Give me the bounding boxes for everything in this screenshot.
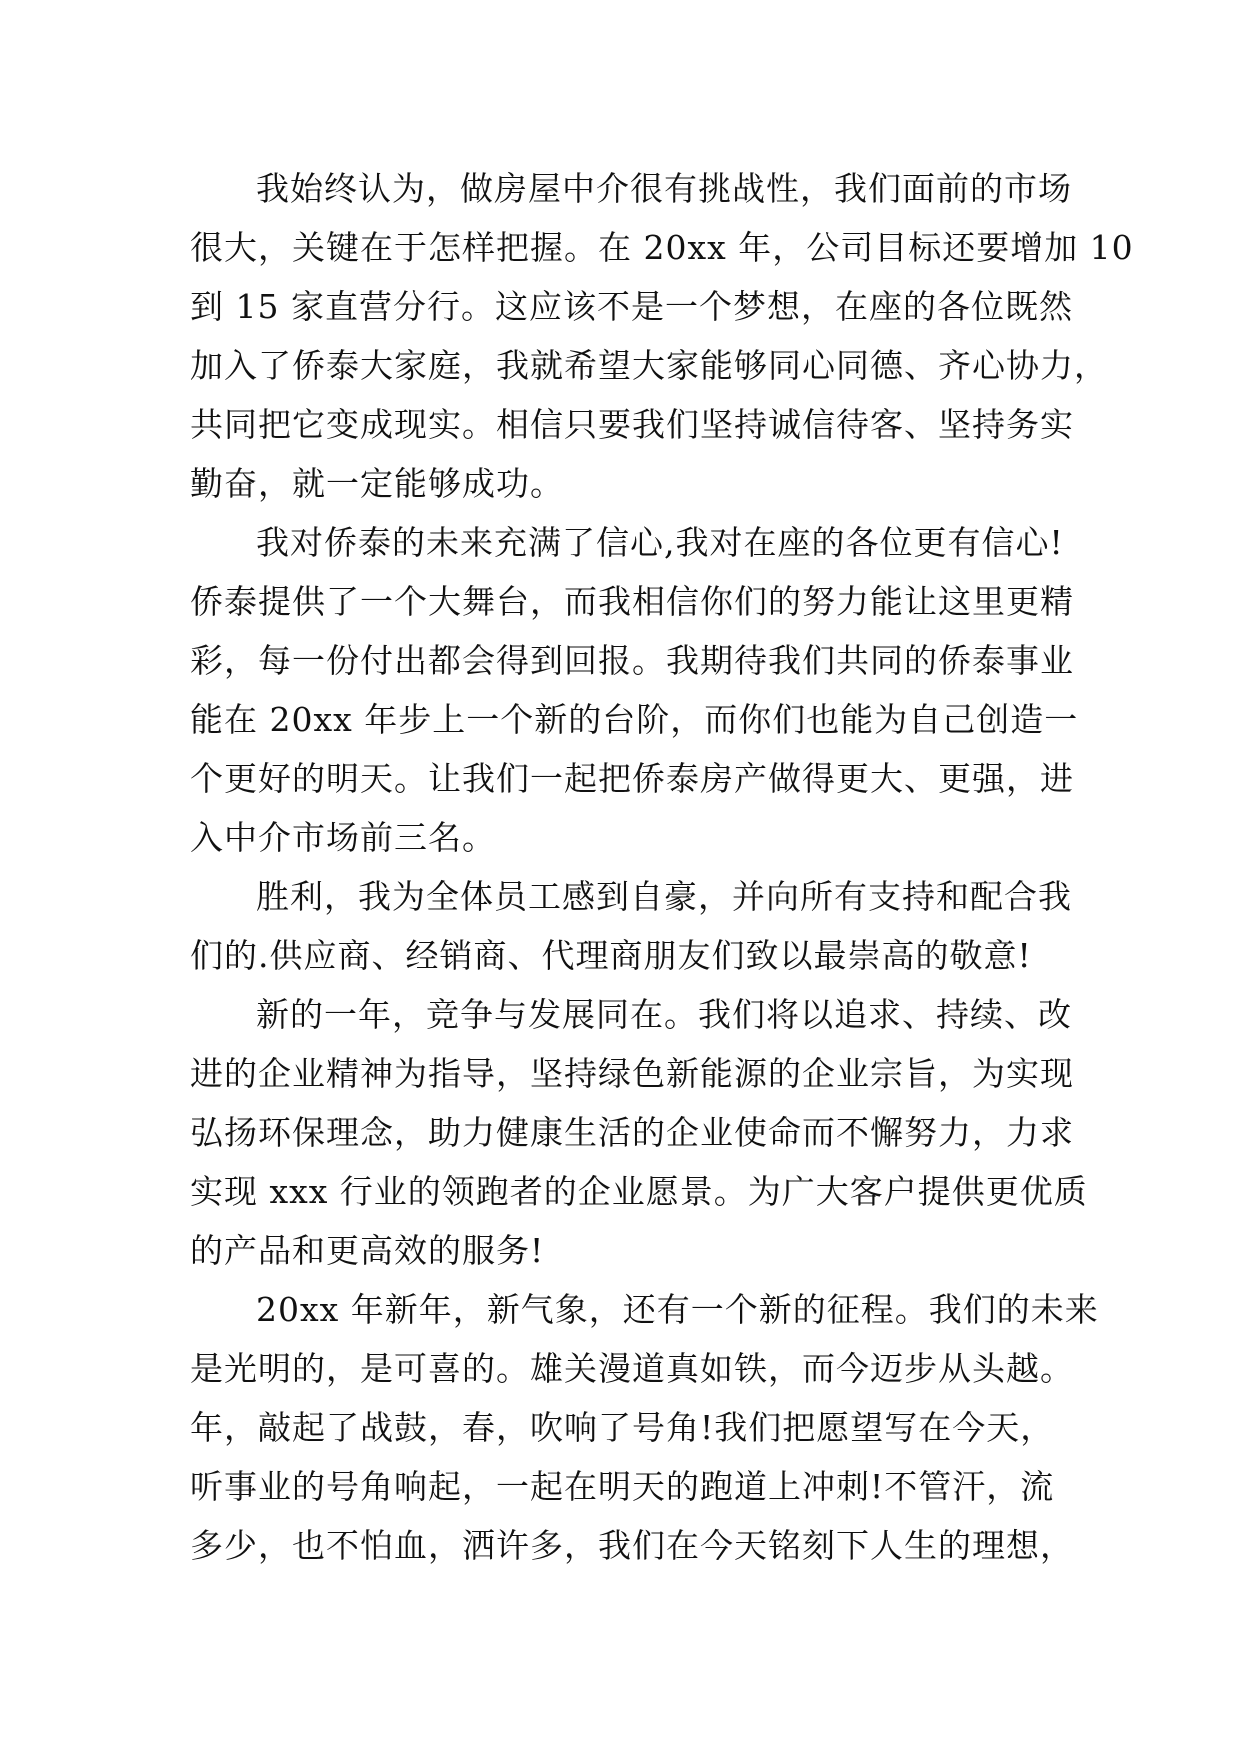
text-line: 们的.供应商、经销商、代理商朋友们致以最崇高的敬意!: [190, 936, 1032, 975]
text-line: 的产品和更高效的服务!: [190, 1231, 545, 1270]
text-line: 胜利，我为全体员工感到自豪，并向所有支持和配合我: [256, 877, 1072, 916]
text-line: 20xx 年新年，新气象，还有一个新的征程。我们的未来: [256, 1290, 1099, 1329]
text-line: 很大，关键在于怎样把握。在 20xx 年，公司目标还要增加 10: [190, 228, 1134, 267]
text-line: 听事业的号角响起，一起在明天的跑道上冲刺!不管汗，流: [190, 1467, 1055, 1506]
text-line: 侨泰提供了一个大舞台，而我相信你们的努力能让这里更精: [190, 582, 1074, 621]
text-line: 年，敲起了战鼓，春，吹响了号角!我们把愿望写在今天，: [190, 1408, 1055, 1447]
text-line: 能在 20xx 年步上一个新的台阶，而你们也能为自己创造一: [190, 700, 1079, 739]
text-line: 彩，每一份付出都会得到回报。我期待我们共同的侨泰事业: [190, 641, 1074, 680]
text-line: 实现 xxx 行业的领跑者的企业愿景。为广大客户提供更优质: [190, 1172, 1088, 1211]
text-line: 入中介市场前三名。: [190, 818, 496, 857]
text-line: 新的一年，竞争与发展同在。我们将以追求、持续、改: [256, 995, 1072, 1034]
text-line: 是光明的，是可喜的。雄关漫道真如铁，而今迈步从头越。: [190, 1349, 1074, 1388]
text-line: 我对侨泰的未来充满了信心,我对在座的各位更有信心!: [256, 523, 1064, 562]
text-line: 多少，也不怕血，洒许多，我们在今天铭刻下人生的理想，: [190, 1526, 1074, 1565]
text-line: 进的企业精神为指导，坚持绿色新能源的企业宗旨，为实现: [190, 1054, 1074, 1093]
text-line: 个更好的明天。让我们一起把侨泰房产做得更大、更强，进: [190, 759, 1074, 798]
text-line: 勤奋，就一定能够成功。: [190, 464, 564, 503]
text-line: 共同把它变成现实。相信只要我们坚持诚信待客、坚持务实: [190, 405, 1074, 444]
text-line: 到 15 家直营分行。这应该不是一个梦想，在座的各位既然: [190, 287, 1073, 326]
document-body: [190, 159, 1134, 1575]
text-line: 弘扬环保理念，助力健康生活的企业使命而不懈努力，力求: [190, 1113, 1074, 1152]
text-line: 我始终认为，做房屋中介很有挑战性，我们面前的市场: [256, 169, 1072, 208]
text-line: 加入了侨泰大家庭，我就希望大家能够同心同德、齐心协力，: [190, 346, 1108, 385]
